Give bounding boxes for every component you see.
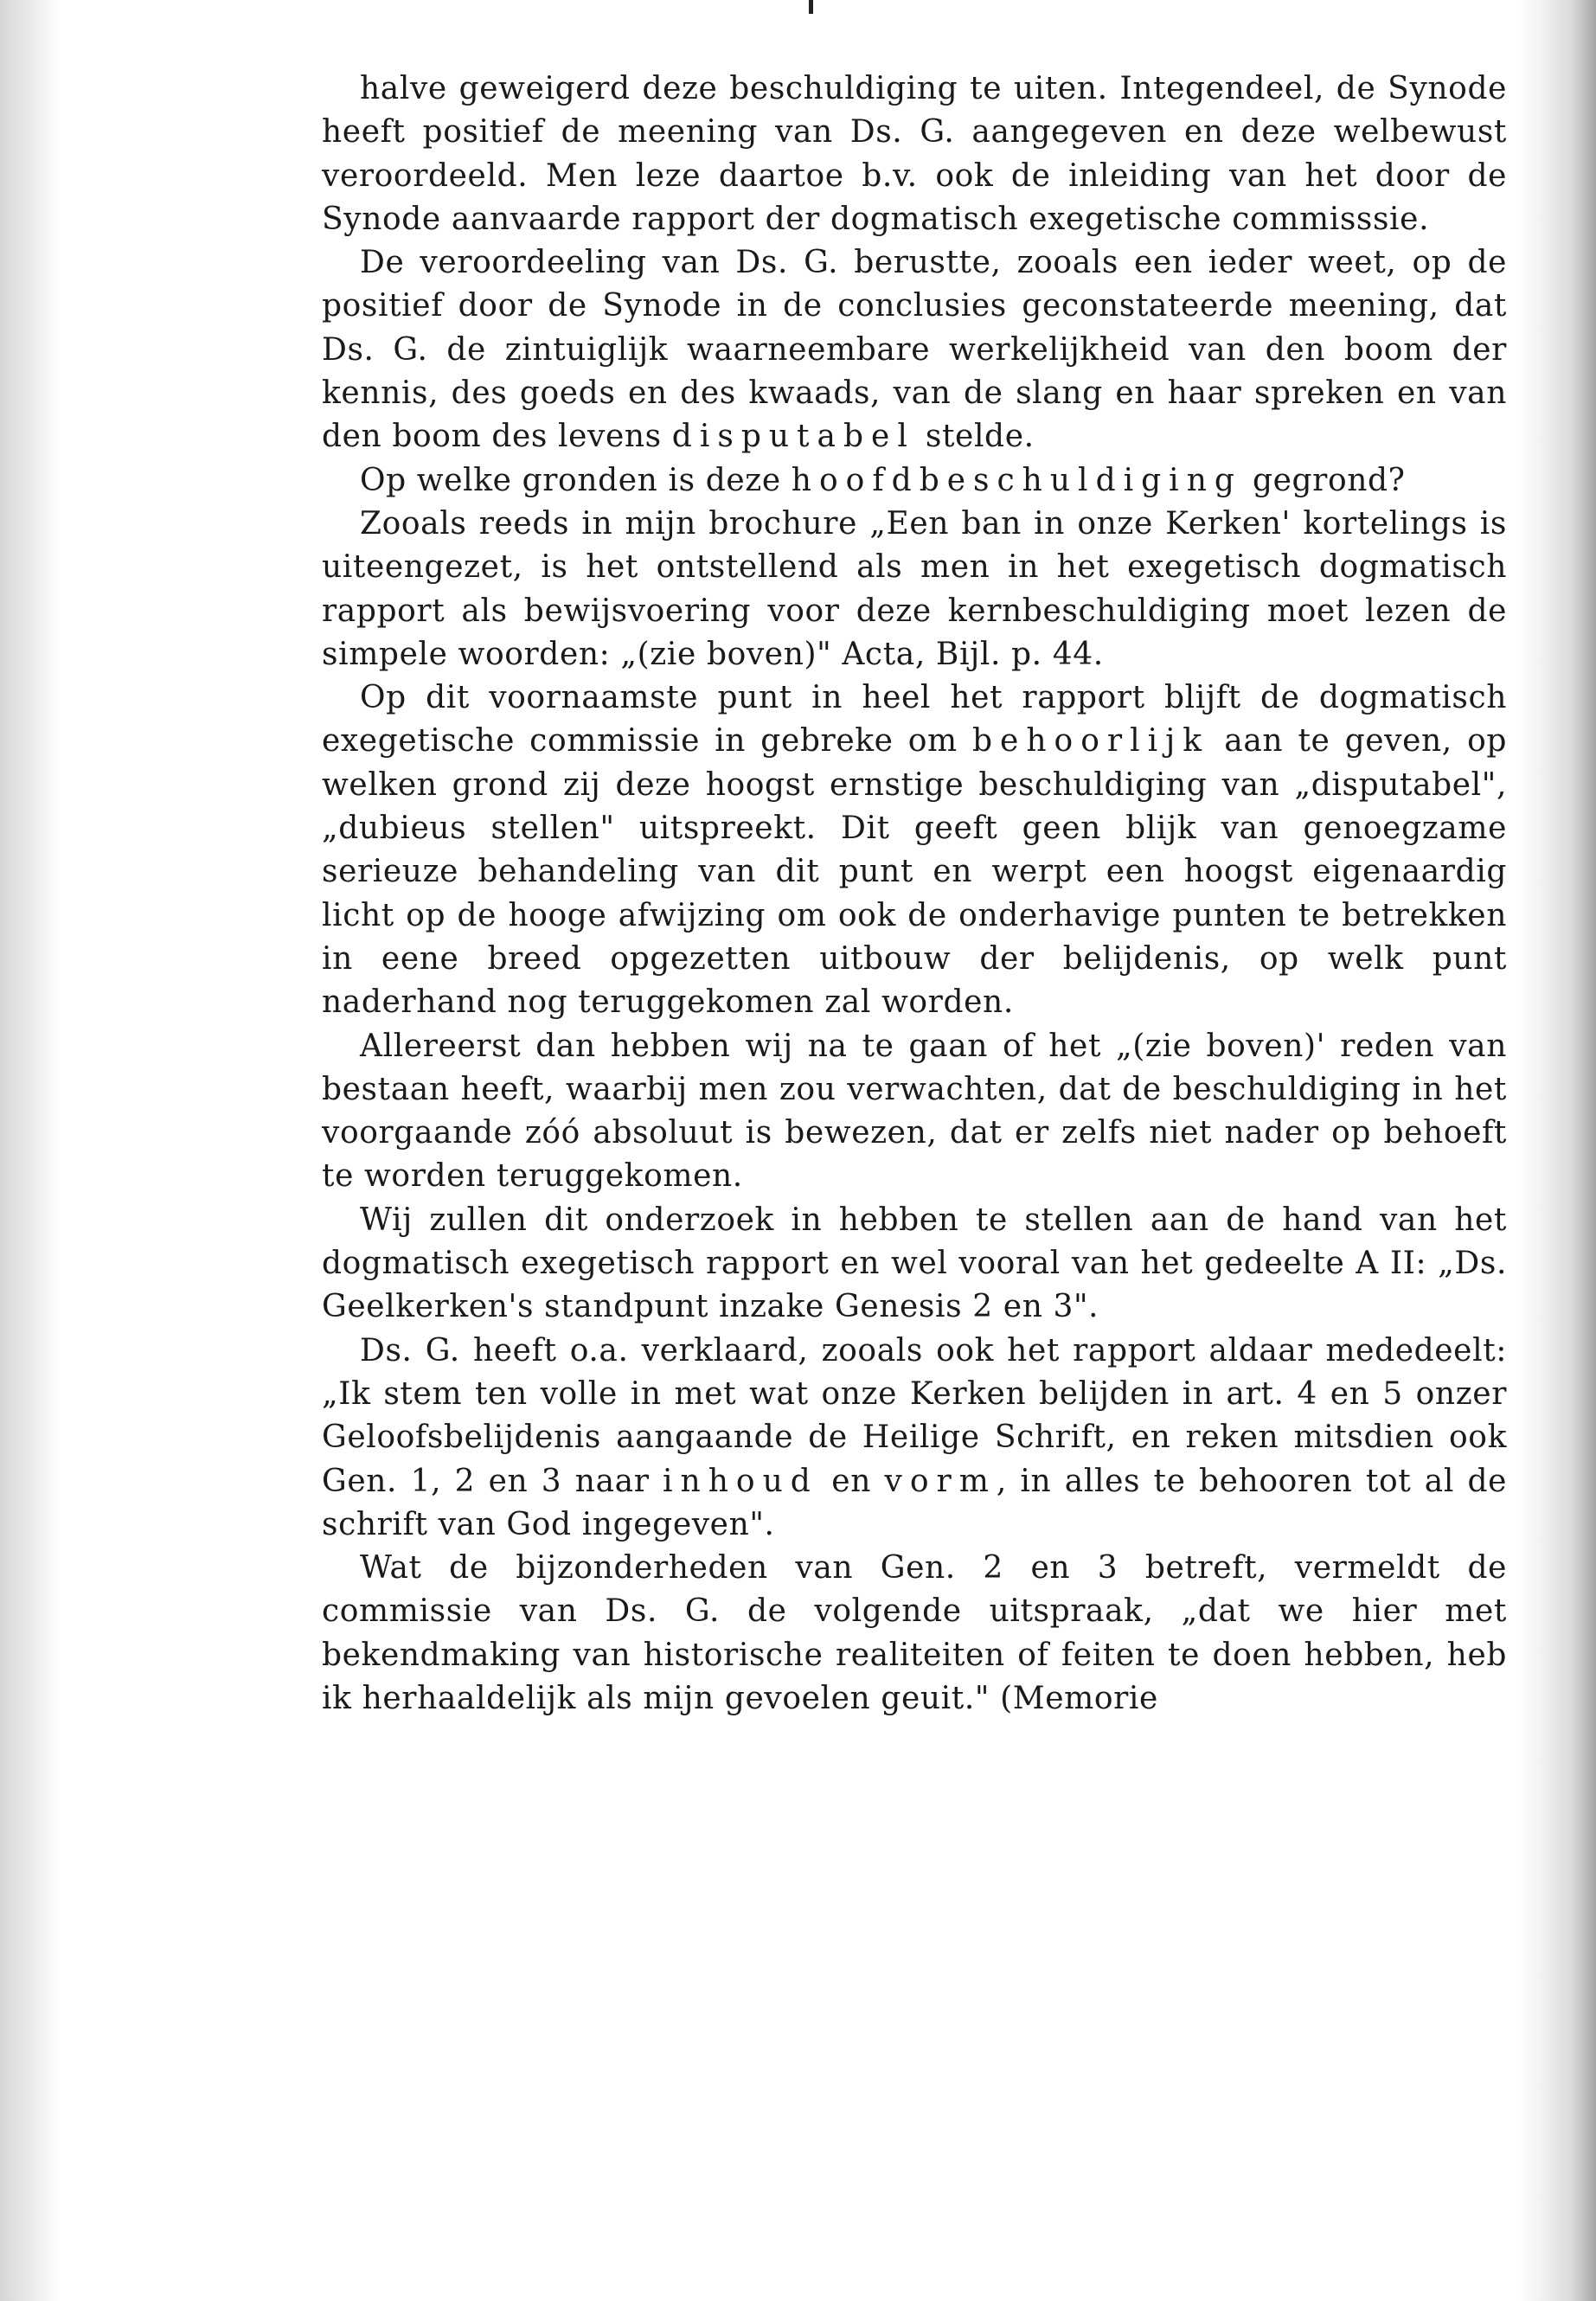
paragraph-3: Op welke gronden is deze hoofdbeschuldiging gegrond?	[360, 462, 1406, 498]
paragraph-7: Wij zullen dit onderzoek in hebben te stellen aan de hand van het dogmatisch exegetisch rapport en wel vooral van het gedeelte A II: „Ds. Geelkerken's standpunt inzake Genesis 2 en 3".	[322, 1202, 1507, 1325]
paragraph-4: Zooals reeds in mijn brochure „Een ban in onze Kerken' kortelings is uiteengezet, is het ontstellend als men in het exegetisch dogmatisch rapport als bewijsvoering voor deze kernbeschuldiging moet lezen de simpele woorden: „(zie boven)" Acta, Bijl. p. 44.	[322, 505, 1507, 672]
paragraph-5: Op dit voornaamste punt in heel het rapport blijft de dogmatisch exegetische commissie in gebreke om behoorlijk aan te geven, op welken grond zij deze hoogst ernstige beschuldiging van „disputabel", „dubieus stellen" uitspreekt. Dit geeft geen blijk van genoegzame serieuze behandeling van dit punt en werpt een hoogst eigenaardig licht op de hooge afwijzing om ook de onderhavige punten te betrekken in eene breed opgezetten uitbouw der belijdenis, op welk punt naderhand nog teruggekomen zal worden.	[322, 680, 1507, 1021]
paragraph-8: Ds. G. heeft o.a. verklaard, zooals ook het rapport aldaar mededeelt: „Ik stem ten volle in met wat onze Kerken belijden in art. 4 en 5 onzer Geloofsbelijdenis aangaande de Heilige Schrift, en reken mitsdien ook Gen. 1, 2 en 3 naar inhoud en vorm, in alles te behooren tot al de schrift van God ingegeven".	[322, 1332, 1507, 1542]
paragraph-1: halve geweigerd deze beschuldiging te uiten. Integendeel, de Synode heeft positief de meening van Ds. G. aangegeven en deze welbewust veroordeeld. Men leze daartoe b.v. ook de inleiding van het door de Synode aanvaarde rapport der dogmatisch exegetische commisssie.	[322, 71, 1507, 237]
paragraph-2: De veroordeeling van Ds. G. berustte, zooals een ieder weet, op de positief door de Synode in de conclusies geconstateerde meening, dat Ds. G. de zintuiglijk waarneembare werkelijkheid van den boom der kennis, des goeds en des kwaads, van de slang en haar spreken en van den boom des levens disputabel stelde.	[322, 245, 1507, 455]
page-edge-shadow	[1518, 0, 1596, 2301]
emphasis-spaced: inhoud	[663, 1463, 818, 1499]
top-print-mark	[809, 0, 813, 14]
emphasis-spaced: hoofdbeschuldiging	[791, 462, 1242, 498]
emphasis-spaced: disputabel	[671, 419, 915, 455]
emphasis-spaced: vorm	[884, 1463, 997, 1499]
paragraph-6: Allereerst dan hebben wij na te gaan of het „(zie boven)' reden van bestaan heeft, waarbij men zou verwachten, dat de beschuldiging in het voorgaande zóó absoluut is bewezen, dat er zelfs niet nader op behoeft te worden teruggekomen.	[322, 1028, 1507, 1195]
paragraph-9: Wat de bijzonderheden van Gen. 2 en 3 betreft, vermeldt de commissie van Ds. G. de volgende uitspraak, „dat we hier met bekendmaking van historische realiteiten of feiten te doen hebben, heb ik herhaaldelijk als mijn gevoelen geuit." (Memorie	[322, 1550, 1507, 1716]
emphasis-spaced: behoorlijk	[971, 723, 1210, 760]
body-text	[322, 67, 1507, 1721]
book-spine-shadow	[0, 0, 61, 2301]
